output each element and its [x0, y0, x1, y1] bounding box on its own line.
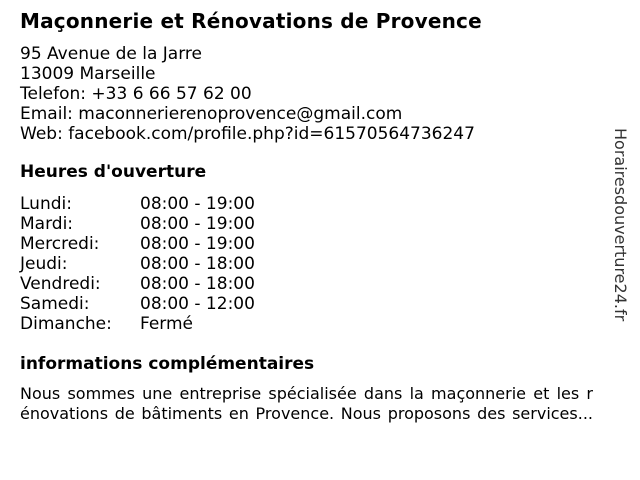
additional-info-paragraph [20, 384, 593, 424]
day-label: Jeudi: [20, 254, 68, 274]
time-value: 08:00 - 18:00 [140, 274, 255, 294]
hours-row-saturday [20, 294, 593, 314]
hours-row-tuesday [20, 214, 593, 234]
day-label: Dimanche: [20, 314, 112, 334]
hours-row-monday [20, 194, 593, 214]
day-label: Mercredi: [20, 234, 100, 254]
day-label: Vendredi: [20, 274, 101, 294]
day-label: Samedi: [20, 294, 90, 314]
time-value: 08:00 - 19:00 [140, 234, 255, 254]
time-value: 08:00 - 19:00 [140, 214, 255, 234]
hours-row-wednesday [20, 234, 593, 254]
additional-info-heading: informations complémentaires [20, 354, 315, 374]
opening-hours-heading: Heures d'ouverture [20, 162, 207, 182]
time-value: 08:00 - 12:00 [140, 294, 255, 314]
time-value: 08:00 - 18:00 [140, 254, 255, 274]
contact-email: Email: maconnerierenoprovence@gmail.com [20, 104, 403, 124]
contact-address-street: 95 Avenue de la Jarre [20, 44, 202, 64]
hours-row-friday [20, 274, 593, 294]
day-label: Mardi: [20, 214, 74, 234]
site-watermark-vertical: Horairesdouverture24.fr [611, 128, 630, 322]
business-name-title: Maçonnerie et Rénovations de Provence [20, 9, 482, 33]
info-text-line-1: Nous sommes une entreprise spécialisée dans la maçonnerie et les r [20, 384, 593, 403]
time-value: 08:00 - 19:00 [140, 194, 255, 214]
main-content [20, 8, 593, 424]
contact-address-city: 13009 Marseille [20, 64, 156, 84]
info-text-line-2: énovations de bâtiments en Provence. Nous proposons des services... [20, 404, 593, 423]
hours-row-sunday [20, 314, 593, 334]
contact-website: Web: facebook.com/profile.php?id=61570564736247 [20, 124, 475, 144]
hours-row-thursday [20, 254, 593, 274]
opening-hours-table [20, 194, 593, 334]
contact-phone: Telefon: +33 6 66 57 62 00 [20, 84, 252, 104]
day-label: Lundi: [20, 194, 72, 214]
time-value: Fermé [140, 314, 194, 334]
contact-block [20, 44, 593, 144]
